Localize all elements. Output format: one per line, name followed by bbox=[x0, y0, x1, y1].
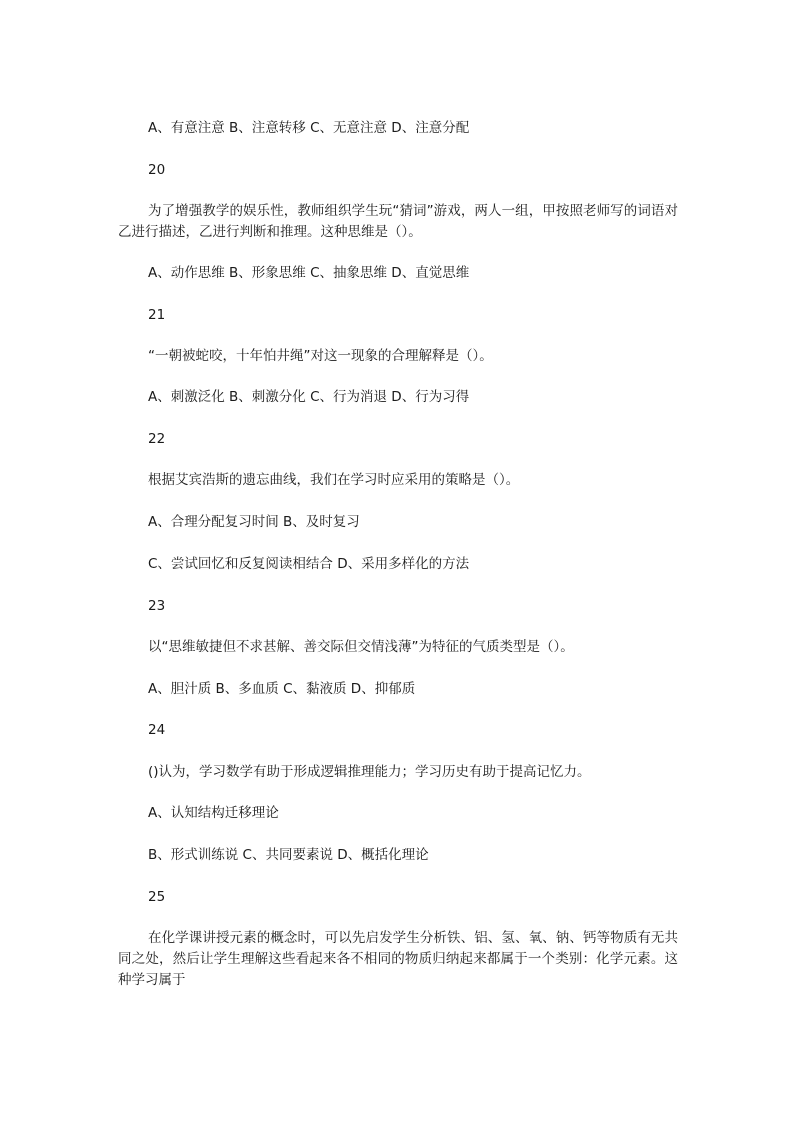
q20-options: A、动作思维 B、形象思维 C、抽象思维 D、直觉思维 bbox=[148, 265, 470, 281]
q22-options-line2: C、尝试回忆和反复阅读相结合 D、采用多样化的方法 bbox=[148, 556, 470, 572]
q22-stem: 根据艾宾浩斯的遗忘曲线，我们在学习时应采用的策略是（）。 bbox=[148, 472, 520, 488]
q22-options-line1: A、合理分配复习时间 B、及时复习 bbox=[148, 514, 360, 530]
q22-number: 22 bbox=[148, 431, 166, 447]
q24-stem: ()认为，学习数学有助于形成逻辑推理能力；学习历史有助于提高记忆力。 bbox=[148, 764, 591, 780]
q19-options: A、有意注意 B、注意转移 C、无意注意 D、注意分配 bbox=[148, 120, 470, 136]
q24-options-line1: A、认知结构迁移理论 bbox=[148, 805, 279, 821]
q23-number: 23 bbox=[148, 598, 166, 614]
q23-stem: 以“思维敏捷但不求甚解、善交际但交情浅薄”为特征的气质类型是（）。 bbox=[148, 639, 574, 655]
q25-number: 25 bbox=[148, 889, 166, 905]
q25-stem: 在化学课讲授元素的概念时，可以先启发学生分析铁、铝、氢、氧、钠、钙等物质有无共同之处，然后让学生理解这些看起来各不相同的物质归纳起来都属于一个类别：化学元素。这种学习属于 bbox=[118, 930, 678, 988]
q24-options-line2: B、形式训练说 C、共同要素说 D、概括化理论 bbox=[148, 847, 429, 863]
q21-stem: “一朝被蛇咬，十年怕井绳”对这一现象的合理解释是（）。 bbox=[148, 348, 493, 364]
q23-options: A、胆汁质 B、多血质 C、黏液质 D、抑郁质 bbox=[148, 681, 416, 697]
q21-options: A、刺激泛化 B、刺激分化 C、行为消退 D、行为习得 bbox=[148, 389, 470, 405]
q21-number: 21 bbox=[148, 307, 166, 323]
q24-number: 24 bbox=[148, 722, 166, 738]
q20-stem: 为了增强教学的娱乐性，教师组织学生玩“猜词”游戏，两人一组，甲按照老师写的词语对乙进行描述，乙进行判断和推理。这种思维是（）。 bbox=[118, 203, 678, 240]
q20-number: 20 bbox=[148, 162, 166, 178]
